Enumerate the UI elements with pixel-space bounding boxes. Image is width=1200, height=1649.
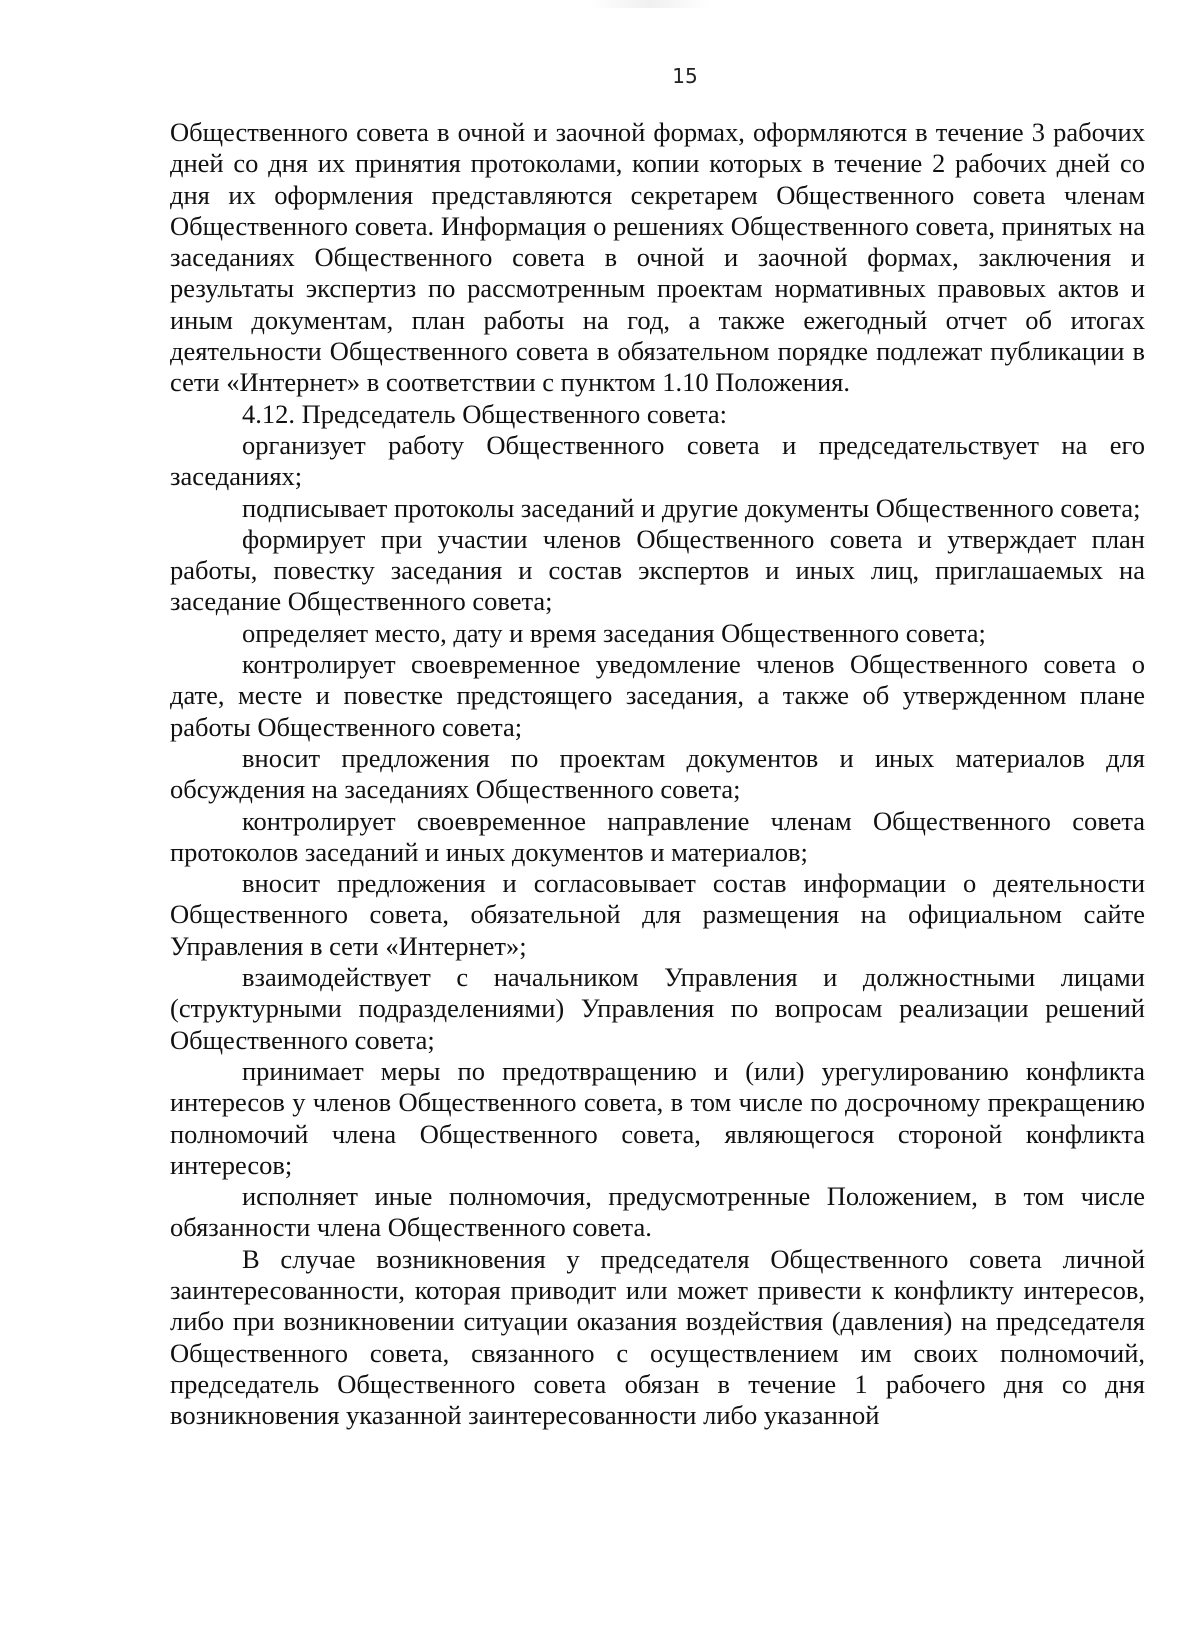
paragraph-conflict-of-interest: В случае возникновения у председателя Общественного совета личной заинтересованности, которая приводит или может привести к конфликту интересов, либо при возникновении ситуации оказания воздействия (давления) на председателя Общественного совета, связанного с осуществлением им своих полномочий, председатель Общественного совета обязан в течение 1 рабочего дня со дня возникновения указанной заинтересованности либо указанной [170, 1243, 1145, 1431]
paragraph-determines-place: определяет место, дату и время заседания Общественного совета; [242, 617, 986, 648]
document-body [170, 117, 1145, 1431]
paragraph-conflict-measures: принимает меры по предотвращению и (или) урегулированию конфликта интересов у членов Общественного совета, в том числе по досрочному прекращению полномочий члена Общественного совета, являющегося стороной конфликта интересов; [170, 1055, 1145, 1180]
scan-artifact [590, 0, 710, 8]
paragraph-controls-notification: контролирует своевременное уведомление членов Общественного совета о дате, месте и повестке предстоящего заседания, а также об утвержденном плане работы Общественного совета; [170, 649, 1145, 742]
paragraph-other-powers: исполняет иные полномочия, предусмотренные Положением, в том числе обязанности члена Общественного совета. [170, 1181, 1145, 1243]
paragraph-makes-proposals: вносит предложения по проектам документов и иных материалов для обсуждения на заседаниях Общественного совета; [170, 742, 1145, 805]
paragraph-signs-protocols: подписывает протоколы заседаний и другие документы Общественного совета; [242, 492, 1141, 523]
paragraph-controls-sending: контролирует своевременное направление членам Общественного совета протоколов заседаний и иных документов и материалов; [170, 805, 1145, 867]
paragraph-organizes-work: организует работу Общественного совета и председательствует на его заседаниях; [170, 429, 1145, 492]
paragraph-forms-plan: формирует при участии членов Общественного совета и утверждает план работы, повестку заседания и состав экспертов и иных лиц, приглашаемых на заседание Общественного совета; [170, 523, 1145, 617]
paragraph-continuation: Общественного совета в очной и заочной формах, оформляются в течение 3 рабочих дней со дня их принятия протоколами, копии которых в течение 2 рабочих дней со дня их оформления представляются секретарем Общественного совета членам Общественного совета. Информация о решениях Общественного совета, принятых на заседаниях Общественного совета в очной и заочной формах, заключения и результаты экспертиз по рассмотренным проектам нормативных правовых актов и иным документам, план работы на год, а также ежегодный отчет об итогах деятельности Общественного совета в обязательном порядке подлежат публикации в сети «Интернет» в соответствии с пунктом 1.10 Положения. [170, 117, 1145, 398]
section-heading-4-12: 4.12. Председатель Общественного совета: [242, 398, 728, 429]
paragraph-agrees-information: вносит предложения и согласовывает состав информации о деятельности Общественного совета, обязательной для размещения на официальном сайте Управления в сети «Интернет»; [170, 868, 1145, 961]
paragraph-interacts: взаимодействует с начальником Управления и должностными лицами (структурными подразделениями) Управления по вопросам реализации решений Общественного совета; [170, 962, 1145, 1055]
page-number: 15 [672, 64, 698, 88]
